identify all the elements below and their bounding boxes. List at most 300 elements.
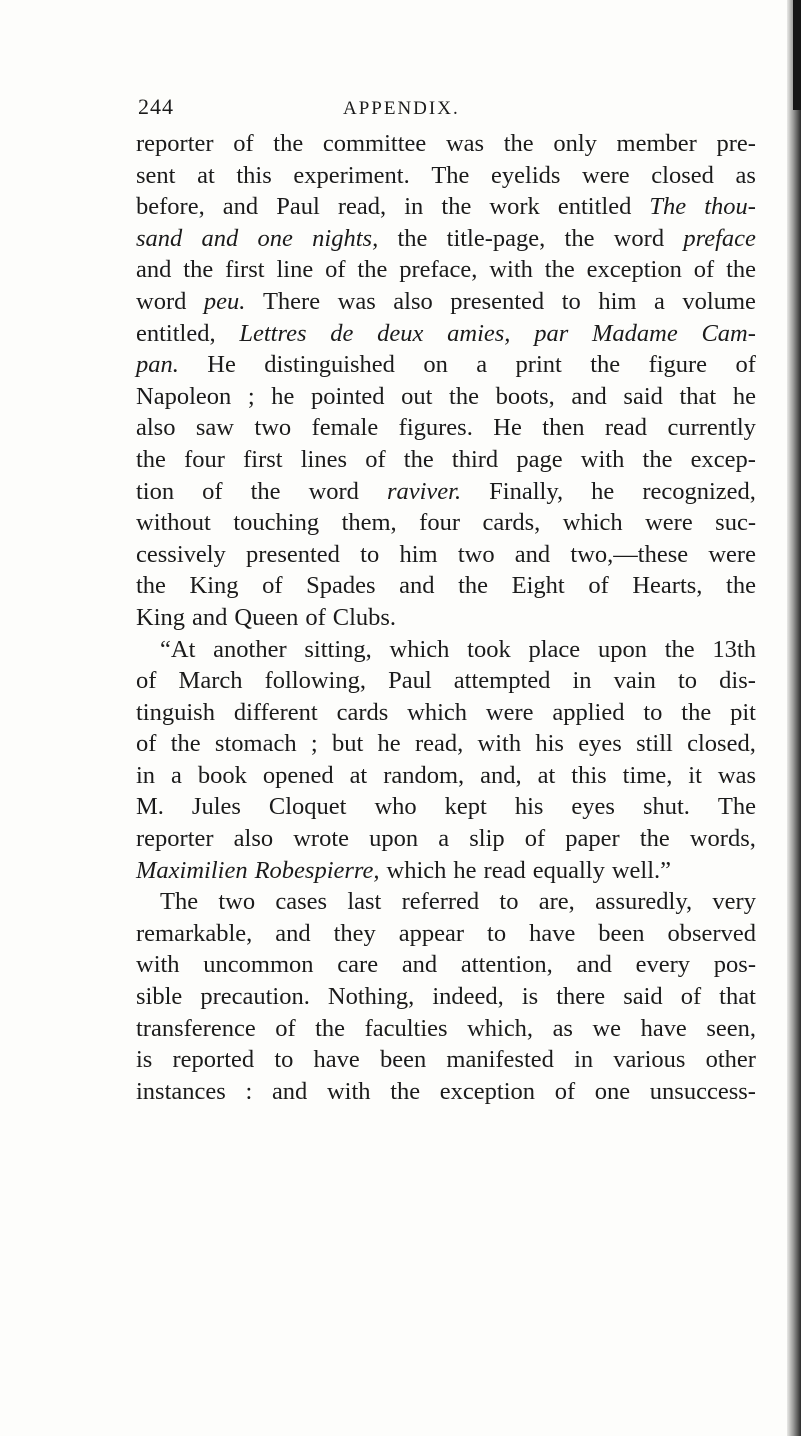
word: Paul	[276, 193, 320, 221]
word: who	[374, 793, 417, 821]
word: in	[136, 761, 156, 789]
word: were	[485, 698, 534, 726]
text-line	[136, 254, 756, 286]
word: which,	[467, 1014, 534, 1042]
word: he	[591, 477, 615, 505]
word: closed,	[687, 730, 756, 758]
word: only	[553, 130, 597, 157]
word: they	[333, 919, 376, 947]
word: the	[250, 477, 281, 505]
word: of	[554, 1077, 576, 1105]
word: of	[305, 603, 326, 631]
word: slip	[469, 825, 505, 853]
word: closed	[651, 161, 714, 189]
word: the	[564, 224, 595, 252]
word: He	[207, 351, 236, 379]
word: said	[623, 382, 663, 410]
word: 13th	[712, 635, 756, 663]
word: of	[262, 572, 283, 600]
word: upon	[597, 635, 647, 663]
word: lines	[300, 445, 348, 473]
word: are,	[538, 888, 575, 916]
word: seen,	[706, 1014, 756, 1042]
word: boots,	[495, 382, 555, 410]
word: and	[275, 919, 311, 947]
word: one	[594, 1077, 631, 1105]
word: “At	[160, 635, 196, 663]
word: Finally,	[489, 477, 564, 505]
text-line	[136, 634, 756, 666]
word: ;	[310, 730, 318, 758]
text-line	[136, 349, 756, 381]
word: Eight	[511, 572, 565, 600]
word: in	[404, 193, 424, 221]
word: and	[271, 1077, 308, 1105]
word: of	[275, 1014, 296, 1042]
word: excep-	[690, 445, 756, 473]
word: print	[515, 351, 562, 379]
word: raviver.	[386, 477, 462, 505]
word: third	[451, 445, 499, 473]
word: the	[639, 825, 670, 853]
word: the	[642, 445, 673, 473]
word: par	[534, 319, 569, 347]
word: the	[441, 193, 472, 221]
word: applied	[552, 698, 625, 726]
text-line	[136, 791, 756, 823]
word: he	[453, 856, 477, 884]
body-text	[136, 128, 756, 1107]
word: Lettres	[239, 319, 307, 347]
word: and	[222, 193, 259, 221]
word: two	[254, 414, 292, 442]
word: which	[562, 509, 623, 537]
word: said	[623, 983, 663, 1011]
word: well.”	[611, 856, 672, 884]
word: a	[438, 825, 450, 853]
word: a	[476, 351, 488, 379]
word: them,	[341, 509, 397, 537]
word: wrote	[293, 825, 350, 853]
word: presented	[246, 540, 340, 568]
word: time,	[622, 761, 673, 789]
text-line	[136, 318, 756, 350]
word: the	[403, 445, 434, 473]
word: and	[399, 572, 435, 600]
word: read,	[414, 730, 464, 758]
word: and	[514, 540, 551, 568]
word: was	[717, 761, 756, 789]
word: first	[225, 256, 265, 284]
page-edge-shadow	[787, 0, 801, 1436]
word: thou-	[704, 193, 756, 221]
word: sible	[136, 983, 183, 1011]
word: of	[680, 983, 702, 1011]
word: to	[360, 540, 380, 568]
word: but	[331, 730, 364, 758]
word: pan.	[136, 351, 179, 379]
word: shut.	[642, 793, 690, 821]
word: he	[732, 382, 756, 410]
word: of	[365, 445, 386, 473]
page-edge-dark-strip	[793, 0, 801, 110]
word: dis-	[719, 667, 756, 695]
word: recognized,	[642, 477, 756, 505]
word: attempted	[453, 667, 551, 695]
word: committee	[322, 130, 427, 157]
word: his	[514, 793, 544, 821]
text-line	[136, 665, 756, 697]
word: the	[183, 256, 214, 284]
text-line	[136, 191, 756, 223]
word: faculties	[364, 1014, 448, 1042]
word: have	[640, 1014, 687, 1042]
word: instances	[136, 1077, 226, 1105]
word: pos-	[713, 951, 756, 979]
word: reported	[172, 1046, 255, 1074]
word: were	[708, 540, 756, 568]
word: Jules	[191, 793, 241, 821]
word: were	[582, 161, 630, 189]
word: every	[635, 951, 691, 979]
text-line	[136, 1076, 756, 1108]
word: preface	[683, 224, 756, 252]
word: and	[201, 224, 239, 252]
word: read,	[337, 193, 387, 221]
word: Nothing,	[327, 983, 415, 1011]
text-line	[136, 223, 756, 255]
word: of	[202, 477, 223, 505]
text-line	[136, 949, 756, 981]
text-line	[136, 918, 756, 950]
word: he	[377, 730, 401, 758]
word: two	[218, 888, 256, 916]
text-line	[136, 160, 756, 192]
word: the	[136, 572, 166, 600]
word: Maximilien	[136, 856, 248, 884]
word: and	[576, 951, 612, 979]
word: to	[561, 287, 581, 315]
word: entitled	[557, 193, 632, 221]
word: following,	[264, 667, 366, 695]
word: words,	[689, 825, 756, 853]
word: remarkable,	[136, 919, 253, 947]
word: M.	[136, 793, 164, 821]
word: to	[677, 667, 698, 695]
word: to	[643, 698, 663, 726]
word: equally	[532, 856, 605, 884]
word: which	[407, 698, 468, 726]
word: the	[315, 1014, 346, 1042]
word: member	[616, 130, 697, 157]
word: observed	[667, 919, 756, 947]
word: him	[598, 287, 637, 315]
word: cases	[275, 888, 328, 916]
word: was	[337, 287, 376, 315]
word: female	[311, 414, 379, 442]
word: at	[349, 761, 368, 789]
word: attention,	[460, 951, 553, 979]
word: suc-	[715, 509, 756, 537]
text-line	[136, 570, 756, 602]
word: cards	[336, 698, 389, 726]
word: of	[136, 730, 157, 758]
word: that	[679, 382, 717, 410]
word: The	[717, 793, 756, 821]
word: a	[654, 287, 665, 315]
word: uncommon	[203, 951, 314, 979]
word: before,	[136, 193, 205, 221]
word: out	[401, 382, 433, 410]
word: indeed,	[432, 983, 504, 1011]
word: of	[693, 256, 715, 284]
word: the	[357, 256, 388, 284]
word: stomach	[214, 730, 297, 758]
word: figure	[648, 351, 708, 379]
word: Napoleon	[136, 382, 232, 410]
word: at	[537, 761, 556, 789]
word: peu.	[203, 287, 246, 315]
word: King	[136, 603, 185, 631]
word: Hearts,	[632, 572, 703, 600]
word: nights,	[312, 224, 379, 252]
word: Spades	[306, 572, 376, 600]
word: four	[419, 509, 460, 537]
word: is	[136, 1046, 153, 1074]
word: of	[588, 572, 609, 600]
word: manifested	[446, 1046, 554, 1074]
word: read	[604, 414, 648, 442]
word: two	[457, 540, 495, 568]
word: the	[449, 382, 479, 410]
word: March	[178, 667, 243, 695]
word: as	[735, 161, 756, 189]
word: pointed	[311, 382, 385, 410]
word: of	[735, 351, 756, 379]
word: Paul	[388, 667, 432, 695]
word: title-page,	[446, 224, 546, 252]
text-line	[136, 1013, 756, 1045]
word: line	[276, 256, 314, 284]
word: tinguish	[136, 698, 215, 726]
word: appear	[398, 919, 465, 947]
word: tion	[136, 477, 175, 505]
word: the	[544, 256, 575, 284]
text-line	[136, 476, 756, 508]
word: the	[273, 130, 304, 157]
word: currently	[667, 414, 756, 442]
word: have	[529, 919, 576, 947]
text-line	[136, 760, 756, 792]
word: and	[136, 256, 172, 284]
word: and	[192, 603, 228, 631]
word: in	[574, 1046, 594, 1074]
word: that	[719, 983, 756, 1011]
word: the	[136, 445, 166, 473]
word: this	[571, 761, 607, 789]
word: first	[243, 445, 283, 473]
word: The	[431, 161, 470, 189]
word: as	[552, 1014, 573, 1042]
word: Madame	[591, 319, 678, 347]
word: still	[636, 730, 673, 758]
word: preface,	[399, 256, 478, 284]
word: was	[445, 130, 485, 157]
word: exception	[586, 256, 682, 284]
word: there	[556, 983, 606, 1011]
word: entitled,	[136, 319, 216, 347]
word: Robespierre,	[254, 856, 380, 884]
word: paper	[565, 825, 620, 853]
word: sand	[136, 224, 183, 252]
word: and	[571, 382, 607, 410]
word: vain	[613, 667, 656, 695]
word: with	[489, 256, 533, 284]
word: took	[467, 635, 511, 663]
word: were	[645, 509, 693, 537]
word: the	[170, 730, 201, 758]
word: his	[535, 730, 564, 758]
word: precaution.	[200, 983, 310, 1011]
word: sitting,	[304, 635, 372, 663]
word: is	[521, 983, 539, 1011]
word: Cloquet	[268, 793, 347, 821]
word: eyelids	[491, 161, 561, 189]
text-line	[136, 697, 756, 729]
word: Cam-	[701, 319, 756, 347]
word: other	[705, 1046, 756, 1074]
word: pit	[730, 698, 756, 726]
word: the	[390, 1077, 421, 1105]
word: deux	[377, 319, 424, 347]
word: this	[236, 161, 272, 189]
word: which	[389, 635, 450, 663]
word: the	[726, 572, 756, 600]
word: last	[347, 888, 382, 916]
word: referred	[401, 888, 480, 916]
text-line	[136, 444, 756, 476]
word: transference	[136, 1014, 256, 1042]
word: of	[524, 825, 546, 853]
word: been	[379, 1046, 427, 1074]
word: cards,	[482, 509, 541, 537]
word: cessively	[136, 540, 226, 568]
word: and	[401, 951, 438, 979]
word: assuredly,	[595, 888, 693, 916]
page-number: 244	[138, 94, 174, 119]
text-line	[136, 381, 756, 413]
text-line	[136, 128, 756, 160]
word: word	[308, 477, 359, 505]
word: amies,	[447, 319, 511, 347]
word: the	[503, 130, 534, 157]
word: it	[688, 761, 702, 789]
word: been	[598, 919, 645, 947]
word: eyes	[578, 730, 622, 758]
word: word	[136, 287, 187, 315]
word: the	[681, 698, 712, 726]
word: work	[489, 193, 540, 221]
word: the	[458, 572, 489, 600]
word: on	[423, 351, 448, 379]
word: pre-	[716, 130, 756, 157]
word: eyes	[571, 793, 615, 821]
word: two,—these	[570, 540, 689, 568]
word: and,	[480, 761, 522, 789]
word: to	[274, 1046, 294, 1074]
word: in	[572, 667, 592, 695]
word: saw	[195, 414, 234, 442]
word: reporter	[136, 130, 214, 157]
word: experiment.	[293, 161, 410, 189]
word: the	[726, 256, 756, 284]
word: also	[233, 825, 274, 853]
word: the	[590, 351, 621, 379]
word: with	[136, 951, 180, 979]
word: very	[712, 888, 756, 916]
word: to	[487, 919, 507, 947]
word: ;	[247, 382, 255, 410]
word: care	[337, 951, 379, 979]
text-line	[136, 1044, 756, 1076]
word: also	[393, 287, 433, 315]
text-line	[136, 507, 756, 539]
word: word	[613, 224, 665, 252]
word: different	[233, 698, 318, 726]
word: touching	[233, 509, 320, 537]
word: Clubs.	[332, 603, 397, 631]
word: he	[271, 382, 295, 410]
word: four	[184, 445, 225, 473]
word: of	[325, 256, 346, 284]
word: :	[245, 1077, 253, 1105]
text-line	[136, 602, 756, 634]
word: of	[136, 667, 157, 695]
word: page	[516, 445, 563, 473]
word: with	[326, 1077, 371, 1105]
word: presented	[450, 287, 545, 315]
word: exception	[439, 1077, 536, 1105]
text-line	[136, 886, 756, 918]
word: without	[136, 509, 211, 537]
word: we	[592, 1014, 622, 1042]
word: of	[233, 130, 254, 157]
word: him	[399, 540, 438, 568]
word: opened	[262, 761, 334, 789]
word: with	[580, 445, 625, 473]
text-line	[136, 286, 756, 318]
word: book	[197, 761, 247, 789]
word: another	[213, 635, 287, 663]
word: a	[171, 761, 182, 789]
word: have	[313, 1046, 360, 1074]
text-line	[136, 539, 756, 571]
word: He	[493, 414, 522, 442]
word: also	[136, 414, 176, 442]
text-line	[136, 823, 756, 855]
word: which	[386, 856, 447, 884]
word: random,	[383, 761, 465, 789]
word: figures.	[398, 414, 473, 442]
word: read	[483, 856, 526, 884]
word: Queen	[234, 603, 299, 631]
word: the	[397, 224, 428, 252]
running-head: APPENDIX.	[343, 98, 460, 119]
text-line	[136, 855, 756, 887]
word: sent	[136, 161, 176, 189]
word: reporter	[136, 825, 214, 853]
word: the	[664, 635, 695, 663]
